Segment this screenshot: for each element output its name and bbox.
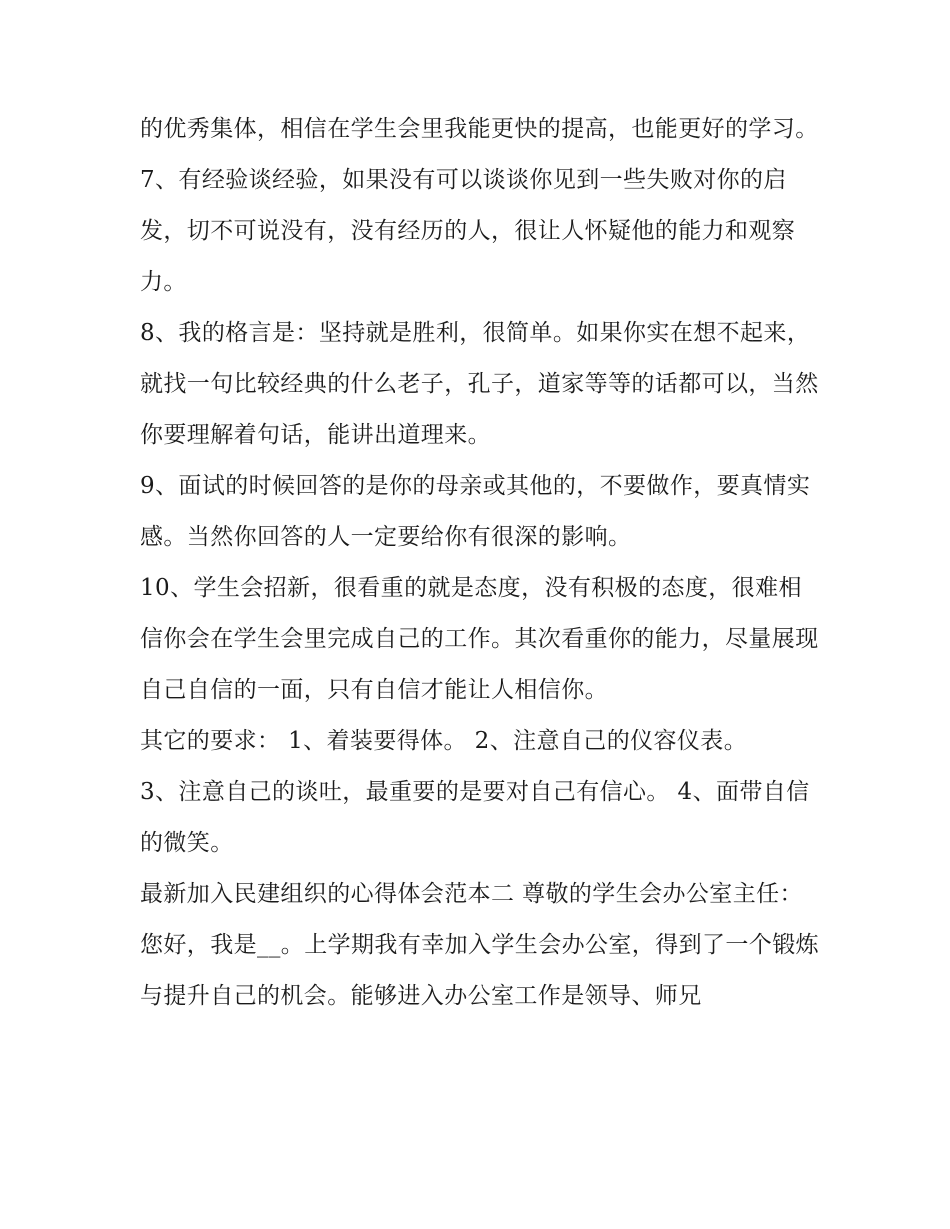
paragraph: 3、注意自己的谈吐，最重要的是要对自己有信心。 4、面带自信的微笑。	[140, 779, 810, 856]
paragraph: 您好，我是__。上学期我有幸加入学生会办公室，得到了一个锻炼与提升自己的机会。能够进入办公室工作是领导、师兄	[140, 932, 819, 1009]
document-body	[140, 104, 820, 1022]
paragraph: 9、面试的时候回答的是你的母亲或其他的，不要做作，要真情实感。当然你回答的人一定要给你有很深的影响。	[140, 473, 811, 550]
paragraph: 其它的要求： 1、着装要得体。 2、注意自己的仪容仪表。	[140, 728, 748, 754]
paragraph: 8、我的格言是：坚持就是胜利，很简单。如果你实在想不起来，就找一句比较经典的什么老子，孔子，道家等等的话都可以，当然你要理解着句话，能讲出道理来。	[140, 320, 819, 448]
paragraph: 最新加入民建组织的心得体会范本二 尊敬的学生会办公室主任：	[140, 881, 803, 907]
paragraph: 10、学生会招新，很看重的就是态度，没有积极的态度，很难相信你会在学生会里完成自己的工作。其次看重你的能力，尽量展现自己自信的一面，只有自信才能让人相信你。	[140, 575, 819, 703]
paragraph: 的优秀集体，相信在学生会里我能更快的提高，也能更好的学习。	[140, 116, 819, 142]
paragraph: 7、有经验谈经验，如果没有可以谈谈你见到一些失败对你的启发，切不可说没有，没有经历的人，很让人怀疑他的能力和观察力。	[140, 167, 796, 295]
